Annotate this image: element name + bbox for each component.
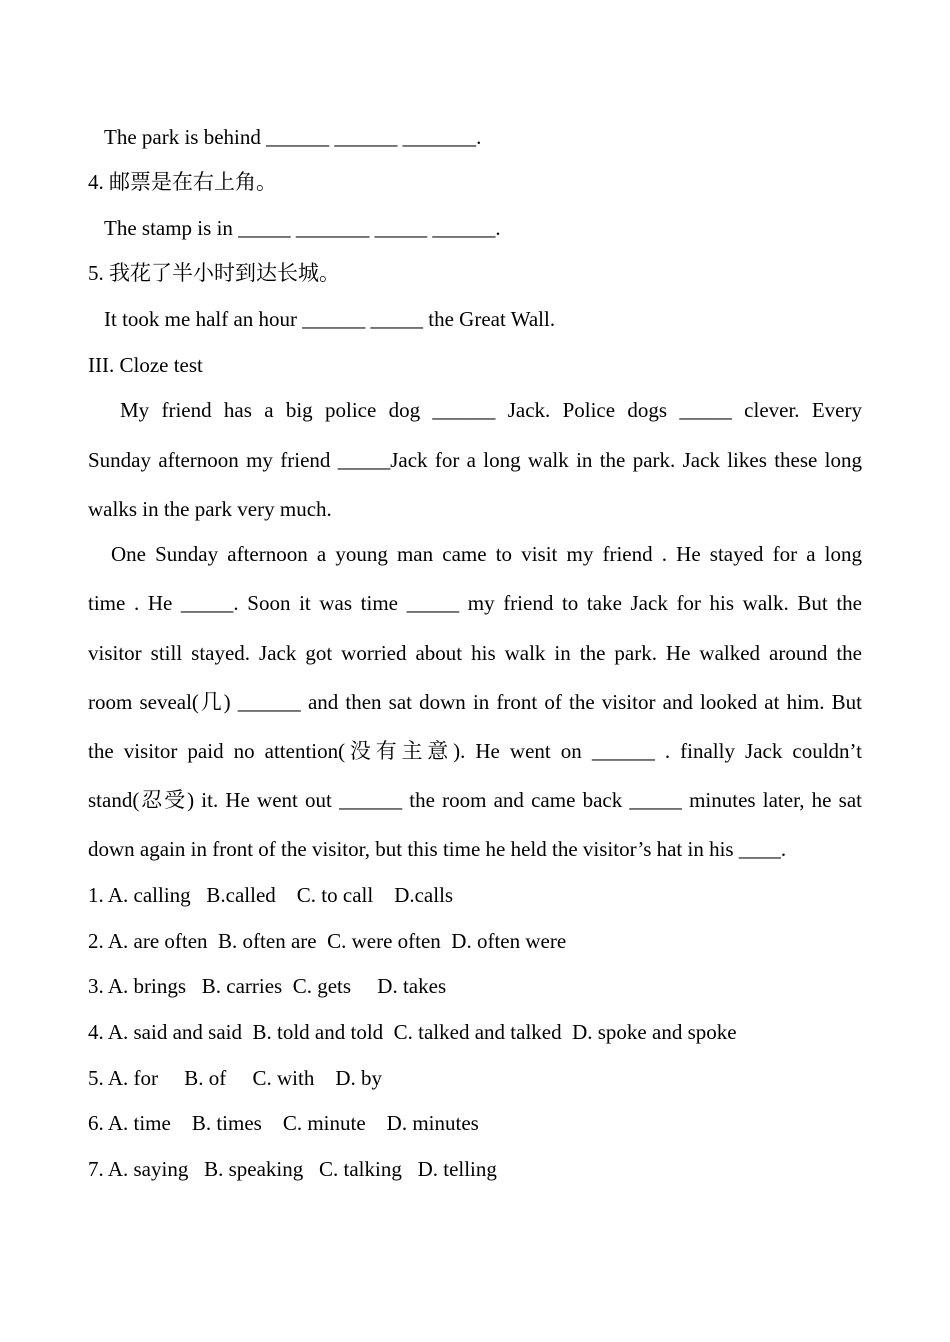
- passage-line: Sunday afternoon my friend _____Jack for a long walk in the park. Jack likes these long: [88, 448, 862, 472]
- passage-line: walks in the park very much.: [88, 497, 332, 521]
- passage-line: One Sunday afternoon a young man came to visit my friend . He stayed for a long: [111, 542, 862, 566]
- passage-line: stand(忍受) it. He went out ______ the room and came back _____ minutes later, he sat: [88, 788, 862, 812]
- option-line-2: 2. A. are often B. often are C. were often D. often were: [88, 929, 567, 953]
- item4-chinese-prompt: 4. 邮票是在右上角。: [88, 170, 277, 194]
- option-line-6: 6. A. time B. times C. minute D. minutes: [88, 1111, 479, 1135]
- option-line-1: 1. A. calling B.called C. to call D.calls: [88, 883, 454, 907]
- option-line-3: 3. A. brings B. carries C. gets D. takes: [88, 974, 447, 998]
- passage-line: the visitor paid no attention(没有主意). He went on ______ . finally Jack couldn’t: [88, 739, 862, 763]
- passage-line: down again in front of the visitor, but this time he held the visitor’s hat in his ____.: [88, 837, 787, 861]
- item5-english-line: It took me half an hour ______ _____ the Great Wall.: [104, 307, 556, 331]
- section-title: III. Cloze test: [88, 353, 203, 377]
- passage-line: time . He _____. Soon it was time _____ my friend to take Jack for his walk. But the: [88, 591, 862, 615]
- passage-line: room seveal(几) ______ and then sat down in front of the visitor and looked at him. But: [88, 690, 862, 714]
- option-line-5: 5. A. for B. of C. with D. by: [88, 1066, 382, 1090]
- passage-line: My friend has a big police dog ______ Jack. Police dogs _____ clever. Every: [120, 398, 862, 422]
- item4-english-line: The stamp is in _____ _______ _____ ______.: [104, 216, 501, 240]
- item5-chinese-prompt: 5. 我花了半小时到达长城。: [88, 261, 340, 285]
- passage-line: visitor still stayed. Jack got worried about his walk in the park. He walked around the: [88, 641, 862, 665]
- option-line-4: 4. A. said and said B. told and told C. talked and talked D. spoke and spoke: [88, 1020, 737, 1044]
- option-line-7: 7. A. saying B. speaking C. talking D. telling: [88, 1157, 497, 1181]
- item3-english-line: The park is behind ______ ______ _______.: [104, 125, 482, 149]
